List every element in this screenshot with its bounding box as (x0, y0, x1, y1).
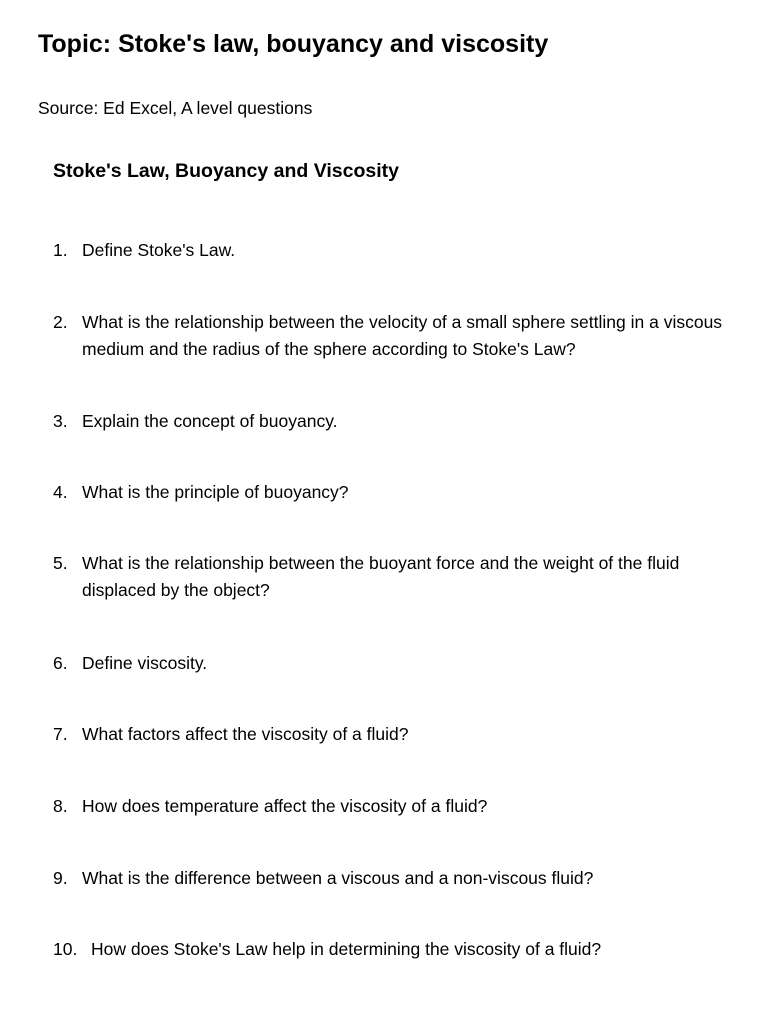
question-number: 4. (53, 482, 68, 502)
page-title: Topic: Stoke's law, bouyancy and viscosity (38, 30, 549, 58)
question-item (53, 479, 733, 506)
question-number: 6. (53, 653, 68, 673)
question-text: How does Stoke's Law help in determining the viscosity of a fluid? (91, 939, 602, 959)
question-item (53, 408, 733, 435)
question-text: What is the relationship between the buoyant force and the weight of the fluid displaced by the object? (82, 553, 680, 600)
section-heading: Stoke's Law, Buoyancy and Viscosity (53, 160, 400, 182)
question-text: Explain the concept of buoyancy. (82, 411, 338, 431)
question-number: 8. (53, 796, 68, 816)
question-item (53, 721, 733, 748)
question-item (53, 936, 733, 963)
question-text: Define Stoke's Law. (82, 240, 236, 260)
question-item (53, 550, 733, 604)
source-line: Source: Ed Excel, A level questions (38, 98, 313, 118)
question-item (53, 309, 733, 363)
question-text: What is the difference between a viscous and a non-viscous fluid? (82, 868, 594, 888)
question-item (53, 237, 733, 264)
question-item (53, 793, 733, 820)
question-text: What factors affect the viscosity of a fluid? (82, 724, 409, 744)
question-text: Define viscosity. (82, 653, 208, 673)
question-number: 10. (53, 939, 78, 959)
question-item (53, 865, 733, 892)
question-number: 3. (53, 411, 68, 431)
question-number: 7. (53, 724, 68, 744)
question-number: 5. (53, 553, 68, 573)
question-text: What is the principle of buoyancy? (82, 482, 349, 502)
question-number: 2. (53, 312, 68, 332)
question-number: 1. (53, 240, 68, 260)
question-text: How does temperature affect the viscosity of a fluid? (82, 796, 488, 816)
question-text: What is the relationship between the velocity of a small sphere settling in a viscous medium and the radius of the sphere according to Stoke's Law? (82, 312, 723, 359)
question-item (53, 650, 733, 677)
question-number: 9. (53, 868, 68, 888)
